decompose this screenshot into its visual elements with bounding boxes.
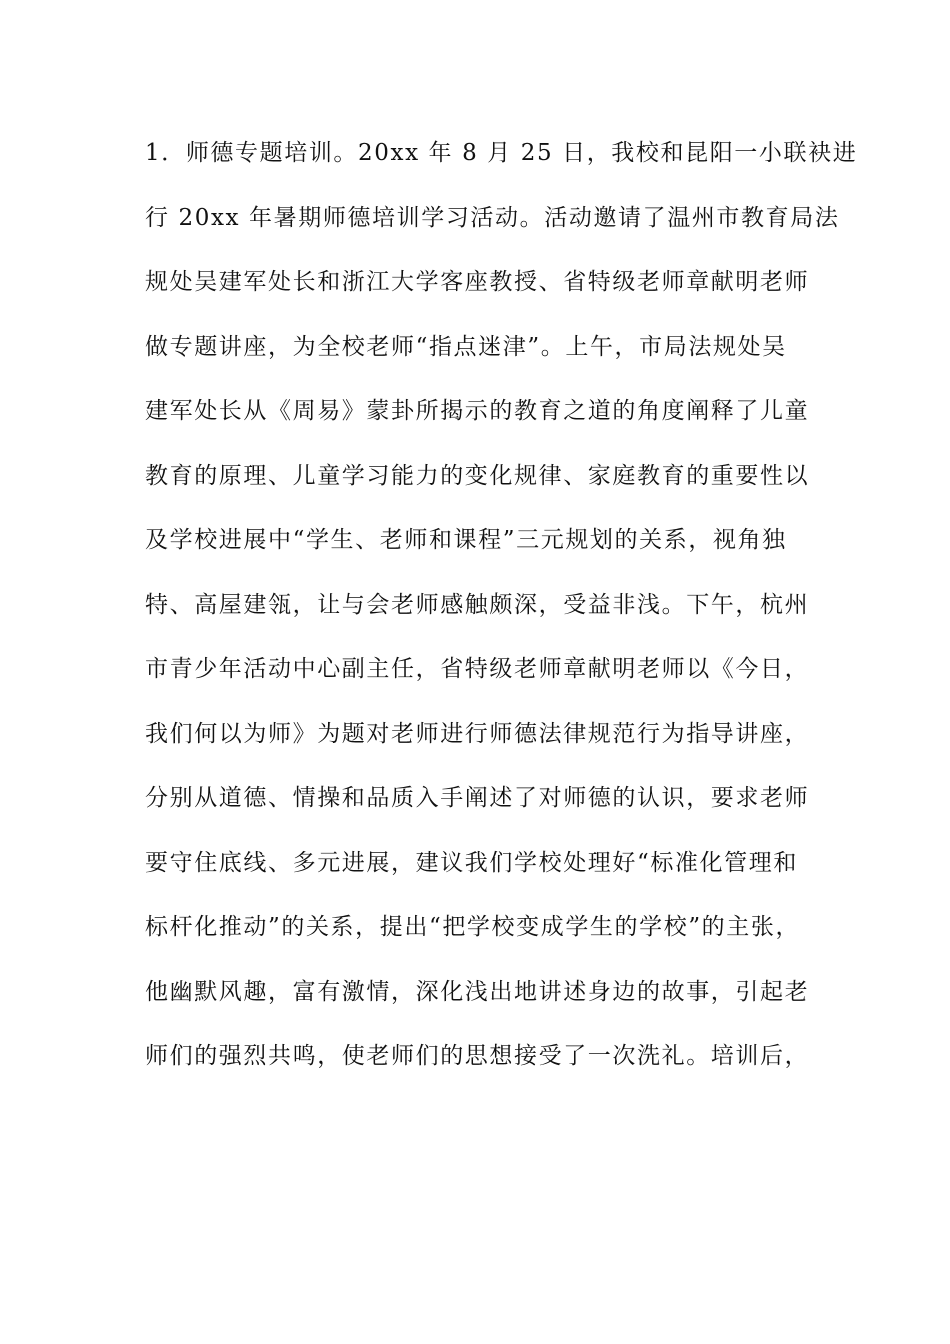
text-line: 及学校进展中“学生、老师和课程”三元规划的关系，视角独: [145, 527, 787, 553]
text-line: 行 20xx 年暑期师德培训学习活动。活动邀请了温州市教育局法: [145, 204, 840, 231]
text-line: 师们的强烈共鸣，使老师们的思想接受了一次洗礼。培训后，: [145, 1043, 810, 1069]
text-line: 我们何以为师》为题对老师进行师德法律规范行为指导讲座，: [145, 720, 810, 747]
text-line: 市青少年活动中心副主任，省特级老师章献明老师以《今日，: [145, 656, 810, 682]
body-text: [145, 133, 858, 1101]
text-line: 建军处长从《周易》蒙卦所揭示的教育之道的角度阐释了儿童: [145, 398, 810, 424]
text-line: 要守住底线、多元进展，建议我们学校处理好“标准化管理和: [145, 849, 798, 876]
text-line: 1．师德专题培训。20xx 年 8 月 25 日，我校和昆阳一小联袂进: [145, 140, 858, 166]
text-line: 规处吴建军处长和浙江大学客座教授、省特级老师章献明老师: [145, 269, 810, 295]
text-line: 分别从道德、情操和品质入手阐述了对师德的认识，要求老师: [145, 785, 810, 811]
text-line: 标杆化推动”的关系，提出“把学校变成学生的学校”的主张，: [145, 914, 801, 940]
text-line: 教育的原理、儿童学习能力的变化规律、家庭教育的重要性以: [145, 462, 810, 489]
text-line: 做专题讲座，为全校老师“指点迷津”。上午，市局法规处吴: [145, 333, 787, 360]
text-line: 特、高屋建瓴，让与会老师感触颇深，受益非浅。下午，杭州: [145, 591, 810, 618]
text-line: 他幽默风趣，富有激情，深化浅出地讲述身边的故事，引起老: [145, 978, 810, 1005]
